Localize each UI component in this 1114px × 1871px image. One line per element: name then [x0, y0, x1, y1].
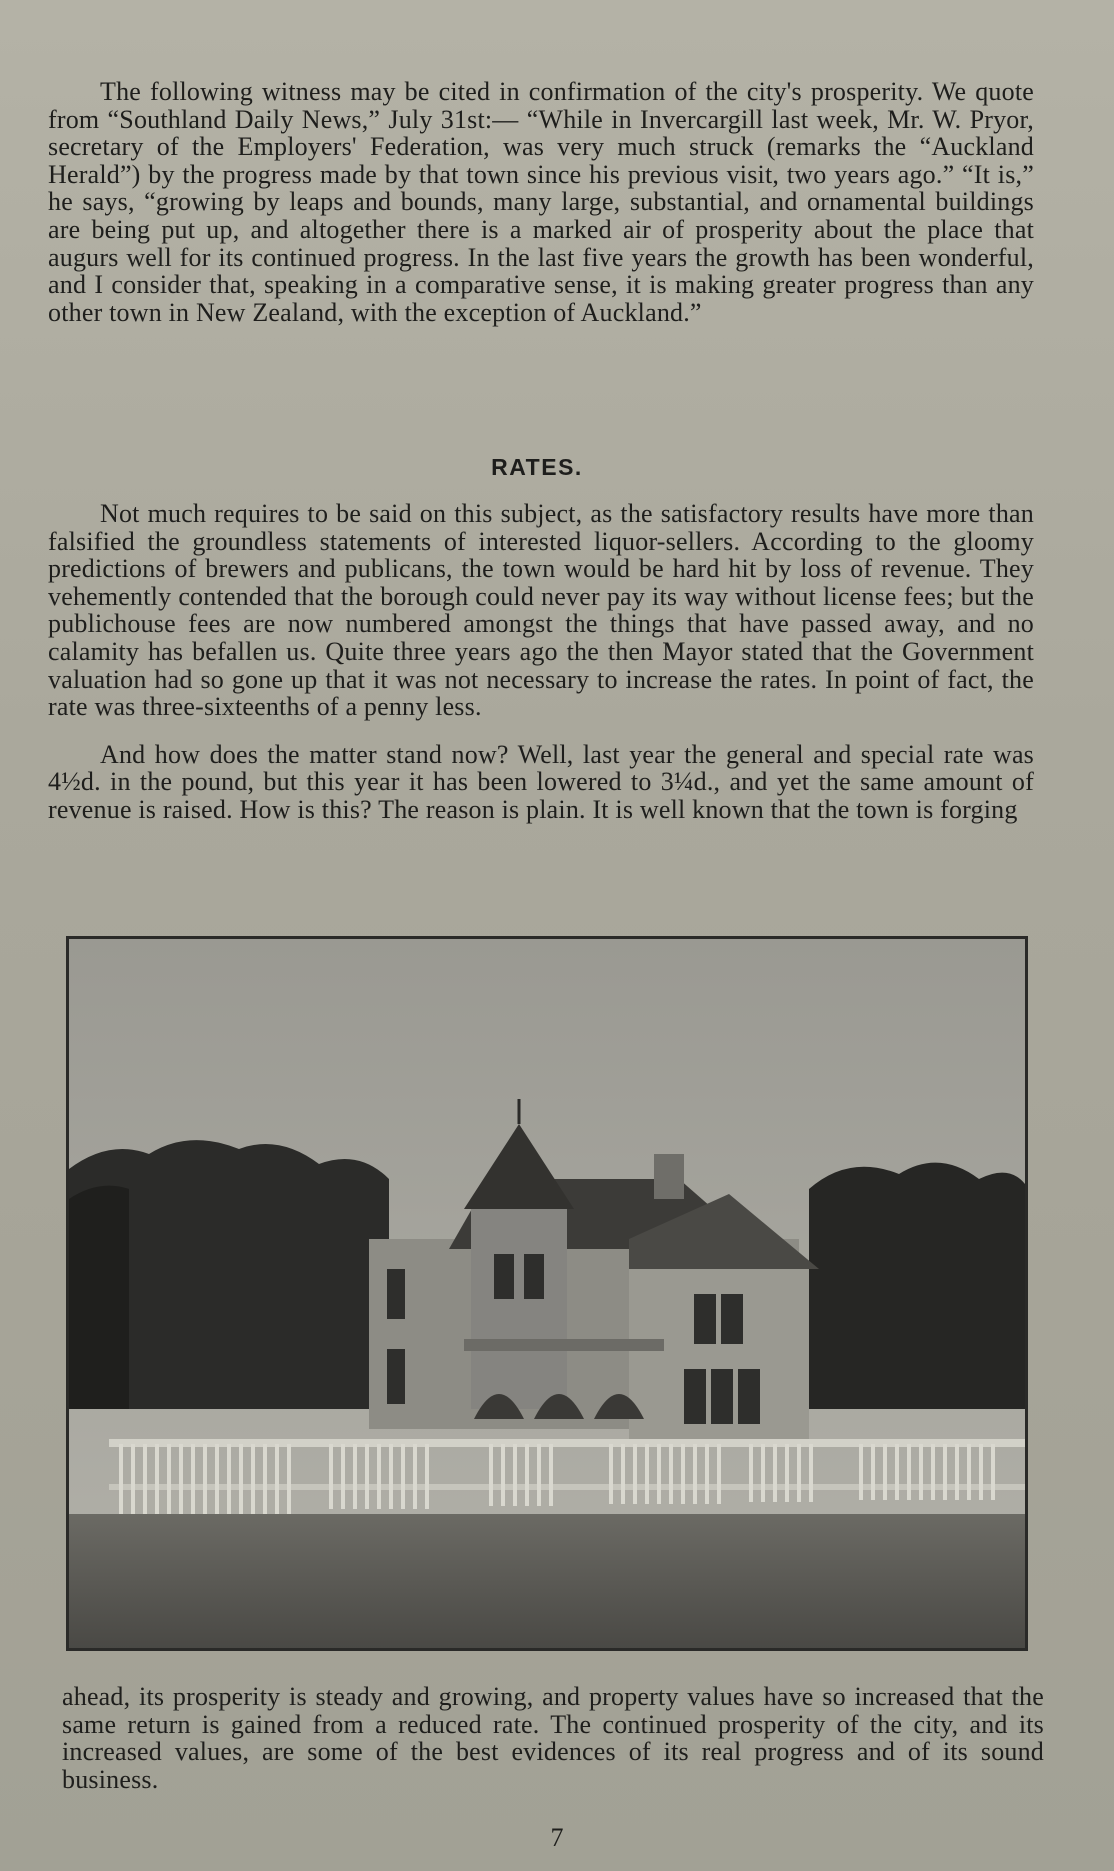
rates-paragraph-3: ahead, its prosperity is steady and growing, and property values have so increased that the same return is gained from a reduced rate. The continued prosperity of the city, and its increased values, are some of the best evidences of its real progress and of its sound business.: [62, 1682, 1044, 1794]
witness-paragraph: The following witness may be cited in confirmation of the city's prosperity. We quote from “Southland Daily News,” July 31st:— “While in Invercargill last week, Mr. W. Pryor, secretary of the Employers' Federation, was very much struck (remarks the “Auckland Herald”) by the progress made by that town since his previous visit, two years ago.” “It is,” he says, “growing by leaps and bounds, many large, substantial, and ornamental buildings are being put up, and altogether there is a marked air of prosperity about the place that augurs well for its continued progress. In the last five years the growth has been wonderful, and I consider that, speaking in a comparative sense, it is making greater progress than any other town in New Zealand, with the exception of Auckland.”: [48, 77, 1034, 327]
rates-continuation-section: [62, 1683, 1044, 1793]
house-photograph-illustration: [69, 939, 1025, 1648]
witness-section: [48, 78, 1034, 326]
page-number: 7: [550, 1823, 564, 1852]
rates-section: [48, 500, 1034, 824]
rates-heading: RATES.: [491, 454, 583, 480]
house-photograph: [66, 936, 1028, 1651]
rates-paragraph-2: And how does the matter stand now? Well, last year the general and special rate was 4½d. in the pound, but this year it has been lowered to 3¼d., and yet the same amount of revenue is raised. How is this? The reason is plain. It is well known that the town is forging: [48, 739, 1034, 824]
rates-paragraph-1: Not much requires to be said on this subject, as the satisfactory results have more than falsified the groundless statements of interested liquor-sellers. According to the gloomy predictions of brewers and publicans, the town would be hard hit by loss of revenue. They vehemently contended that the borough could never pay its way without license fees; but the publichouse fees are now numbered amongst the things that have passed away, and no calamity has befallen us. Quite three years ago the then Mayor stated that the Government valuation had so gone up that it was not necessary to increase the rates. In point of fact, the rate was three-sixteenths of a penny less.: [48, 499, 1034, 722]
